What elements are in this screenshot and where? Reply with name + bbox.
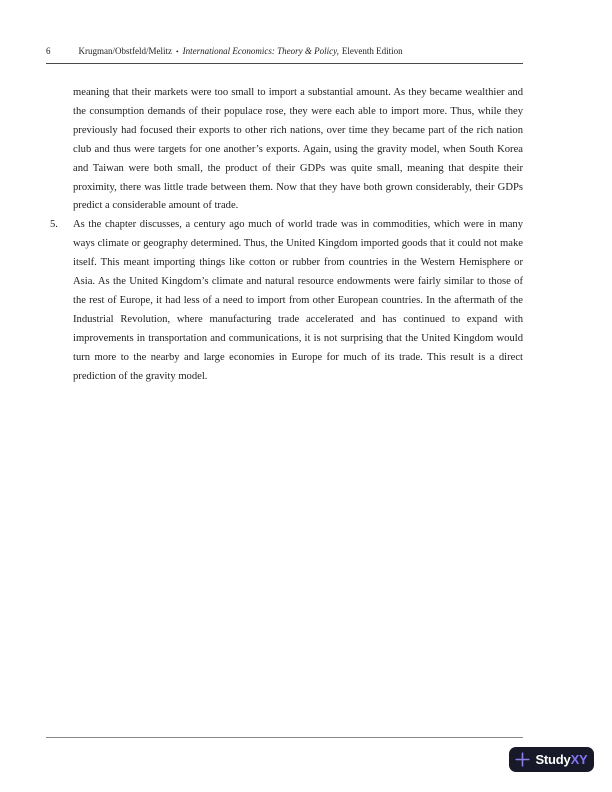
header-book-title: International Economics: Theory & Policy, <box>182 46 339 56</box>
studyxy-logo-badge[interactable] <box>509 747 594 772</box>
answer-4-continuation <box>50 84 523 216</box>
page-number: 6 <box>46 46 51 56</box>
header-authors: Krugman/Obstfeld/Melitz <box>78 46 172 56</box>
page-header <box>46 45 523 58</box>
answers-content <box>50 84 523 387</box>
logo-text-study: Study <box>535 752 571 767</box>
logo-wordmark <box>535 753 587 766</box>
footer-rule <box>46 737 523 738</box>
plus-icon <box>515 752 530 767</box>
header-bullet-separator: • <box>175 46 179 56</box>
list-number: 5. <box>50 219 58 231</box>
header-rule <box>46 63 523 64</box>
paragraph-text: meaning that their markets were too small to import a substantial amount. As they became wealthier and the consumption demands of their populace rose, they were each able to import more. Thus, while they previously had focused their exports to other rich nations, over time they became part of the rich nation club and thus were targets for one another’s exports. Again, using the gravity model, when South Korea and Taiwan were both small, the product of their GDPs was quite small, meaning that despite their proximity, there was little trade between them. Now that they have both grown considerably, their GDPs predict a considerable amount of trade. <box>73 87 523 212</box>
header-edition: Eleventh Edition <box>341 46 403 56</box>
logo-text-xy: XY <box>570 752 588 767</box>
paragraph-text: As the chapter discusses, a century ago much of world trade was in commodities, which were in many ways climate or geography determined. Thus, the United Kingdom imported goods that it could not make itself. This meant importing things like cotton or rubber from countries in the Western Hemisphere or Asia. As the United Kingdom’s climate and natural resource endowments were fairly similar to those of the rest of Europe, it had less of a need to import from other European countries. In the aftermath of the Industrial Revolution, where manufacturing trade accelerated and has continued to expand with improvements in transportation and communications, it is not surprising that the United Kingdom would turn more to the nearby and large economies in Europe for much of its trade. This result is a direct prediction of the gravity model. <box>73 219 523 382</box>
answer-5 <box>50 216 523 386</box>
